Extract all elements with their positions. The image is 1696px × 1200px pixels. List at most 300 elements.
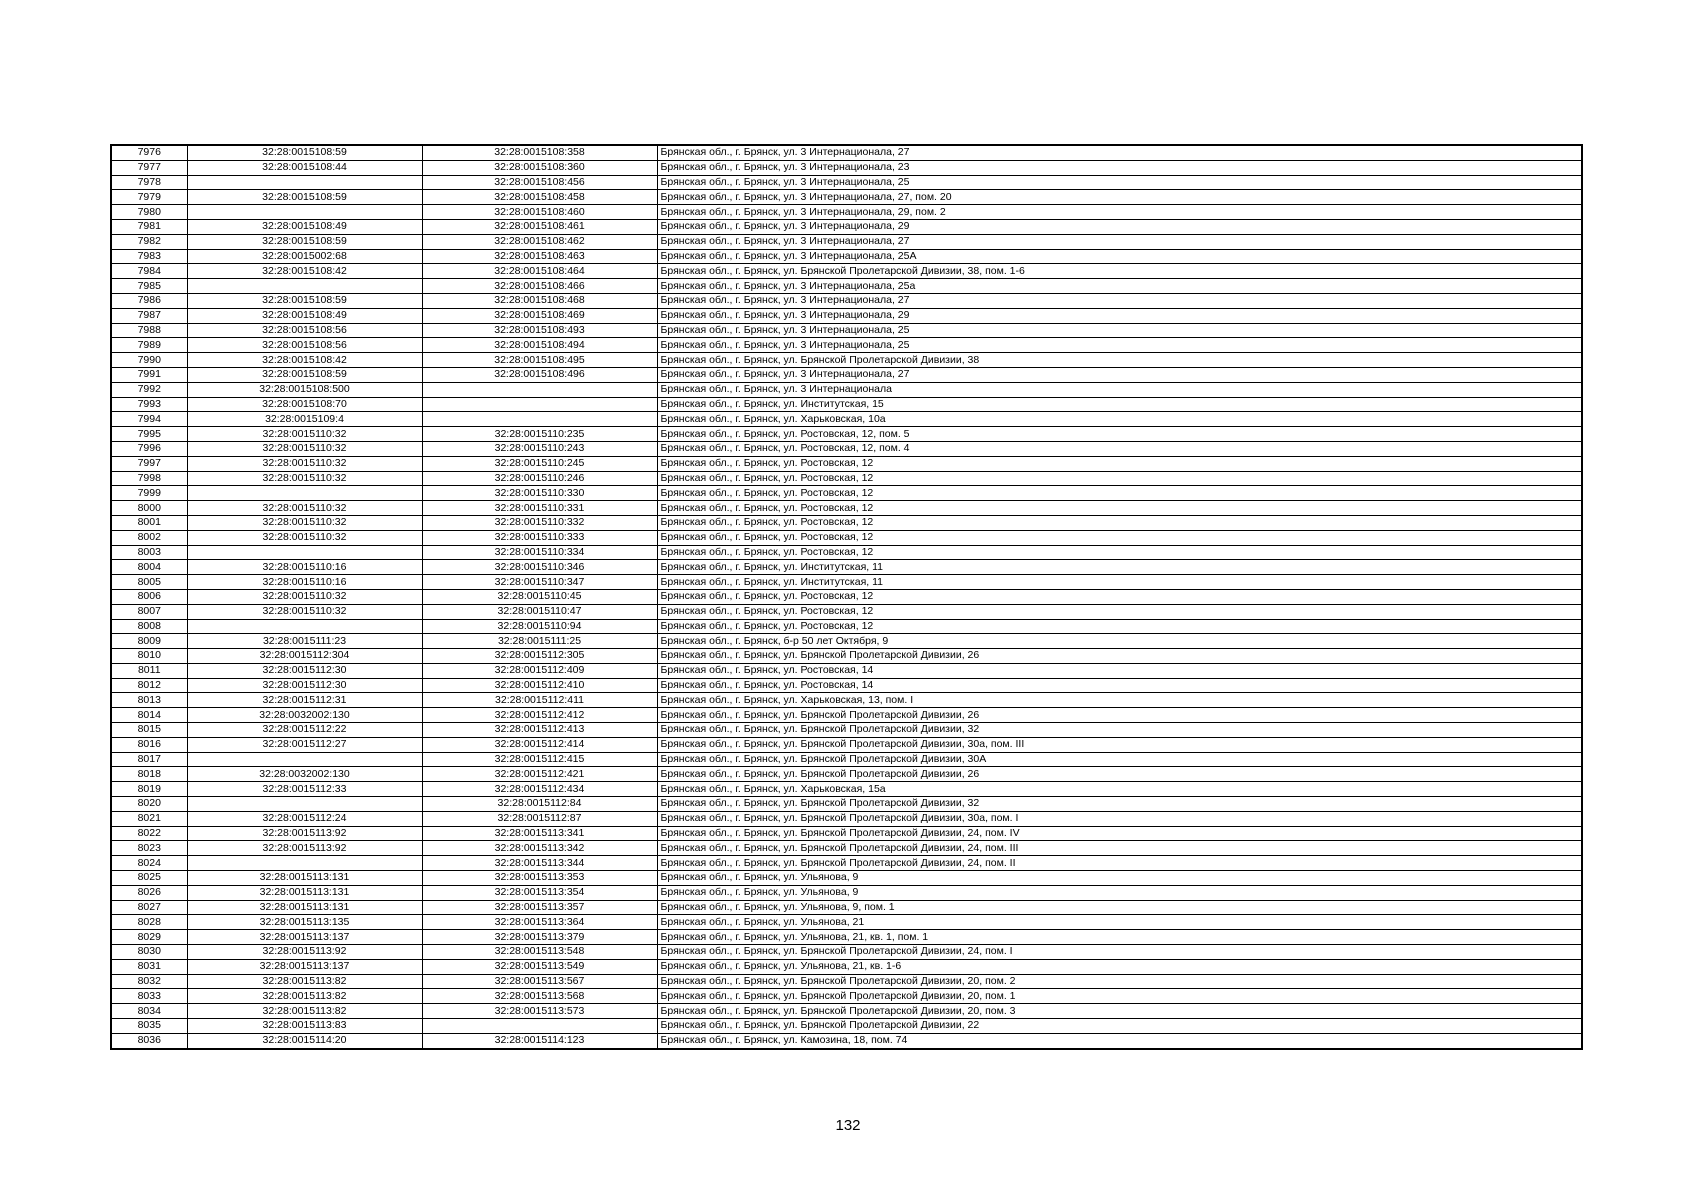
address-cell: Брянская обл., г. Брянск, ул. Брянской Пролетарской Дивизии, 38 xyxy=(657,353,1582,368)
address-cell: Брянская обл., г. Брянск, ул. Ульянова, 21 xyxy=(657,915,1582,930)
object-cadastral-number-cell: 32:28:0015112:410 xyxy=(422,678,657,693)
object-cadastral-number-cell: 32:28:0015110:45 xyxy=(422,589,657,604)
parcel-cadastral-number-cell: 32:28:0015110:16 xyxy=(187,575,422,590)
table-row xyxy=(111,767,1582,782)
table-row xyxy=(111,974,1582,989)
table-row xyxy=(111,604,1582,619)
row-number-cell: 8002 xyxy=(111,530,187,545)
object-cadastral-number-cell: 32:28:0015108:463 xyxy=(422,249,657,264)
address-cell: Брянская обл., г. Брянск, ул. 3 Интернационала, 25а xyxy=(657,279,1582,294)
table-row xyxy=(111,989,1582,1004)
row-number-cell: 8014 xyxy=(111,708,187,723)
row-number-cell: 8006 xyxy=(111,589,187,604)
address-cell: Брянская обл., г. Брянск, ул. Ростовская, 12 xyxy=(657,619,1582,634)
address-cell: Брянская обл., г. Брянск, ул. 3 Интернационала, 25А xyxy=(657,249,1582,264)
table-row xyxy=(111,353,1582,368)
parcel-cadastral-number-cell: 32:28:0015108:59 xyxy=(187,190,422,205)
object-cadastral-number-cell: 32:28:0015112:305 xyxy=(422,649,657,664)
address-cell: Брянская обл., г. Брянск, ул. 3 Интернационала, 27 xyxy=(657,145,1582,160)
parcel-cadastral-number-cell: 32:28:0015110:32 xyxy=(187,589,422,604)
table-row xyxy=(111,338,1582,353)
address-cell: Брянская обл., г. Брянск, б-р 50 лет Октября, 9 xyxy=(657,634,1582,649)
address-cell: Брянская обл., г. Брянск, ул. Брянской Пролетарской Дивизии, 24, пом. I xyxy=(657,945,1582,960)
object-cadastral-number-cell: 32:28:0015108:360 xyxy=(422,160,657,175)
parcel-cadastral-number-cell xyxy=(187,205,422,220)
table-row xyxy=(111,945,1582,960)
table-row xyxy=(111,456,1582,471)
address-cell: Брянская обл., г. Брянск, ул. Ростовская, 14 xyxy=(657,663,1582,678)
table-row xyxy=(111,737,1582,752)
object-cadastral-number-cell: 32:28:0015113:567 xyxy=(422,974,657,989)
table-row xyxy=(111,723,1582,738)
table-row xyxy=(111,501,1582,516)
address-cell: Брянская обл., г. Брянск, ул. Харьковская, 13, пом. I xyxy=(657,693,1582,708)
parcel-cadastral-number-cell: 32:28:0015110:16 xyxy=(187,560,422,575)
address-cell: Брянская обл., г. Брянск, ул. Ростовская, 12, пом. 4 xyxy=(657,441,1582,456)
row-number-cell: 8011 xyxy=(111,663,187,678)
parcel-cadastral-number-cell: 32:28:0015113:131 xyxy=(187,900,422,915)
parcel-cadastral-number-cell: 32:28:0015113:137 xyxy=(187,959,422,974)
object-cadastral-number-cell: 32:28:0015110:235 xyxy=(422,427,657,442)
parcel-cadastral-number-cell xyxy=(187,619,422,634)
row-number-cell: 8019 xyxy=(111,782,187,797)
table-row xyxy=(111,308,1582,323)
address-cell: Брянская обл., г. Брянск, ул. Ульянова, 9, пом. 1 xyxy=(657,900,1582,915)
row-number-cell: 8001 xyxy=(111,515,187,530)
object-cadastral-number-cell: 32:28:0015113:568 xyxy=(422,989,657,1004)
object-cadastral-number-cell: 32:28:0015110:246 xyxy=(422,471,657,486)
object-cadastral-number-cell: 32:28:0015113:548 xyxy=(422,945,657,960)
table-row xyxy=(111,663,1582,678)
parcel-cadastral-number-cell xyxy=(187,486,422,501)
object-cadastral-number-cell: 32:28:0015108:494 xyxy=(422,338,657,353)
parcel-cadastral-number-cell: 32:28:0015108:42 xyxy=(187,264,422,279)
object-cadastral-number-cell: 32:28:0015113:379 xyxy=(422,930,657,945)
parcel-cadastral-number-cell: 32:28:0015113:131 xyxy=(187,885,422,900)
parcel-cadastral-number-cell: 32:28:0015002:68 xyxy=(187,249,422,264)
address-cell: Брянская обл., г. Брянск, ул. Брянской Пролетарской Дивизии, 30а, пом. I xyxy=(657,811,1582,826)
object-cadastral-number-cell: 32:28:0015108:493 xyxy=(422,323,657,338)
table-row xyxy=(111,782,1582,797)
row-number-cell: 7988 xyxy=(111,323,187,338)
address-cell: Брянская обл., г. Брянск, ул. Ростовская, 12 xyxy=(657,530,1582,545)
address-cell: Брянская обл., г. Брянск, ул. Институтская, 15 xyxy=(657,397,1582,412)
row-number-cell: 8033 xyxy=(111,989,187,1004)
table-row xyxy=(111,427,1582,442)
object-cadastral-number-cell: 32:28:0015110:330 xyxy=(422,486,657,501)
row-number-cell: 8017 xyxy=(111,752,187,767)
parcel-cadastral-number-cell: 32:28:0032002:130 xyxy=(187,708,422,723)
table-row xyxy=(111,1019,1582,1034)
address-cell: Брянская обл., г. Брянск, ул. 3 Интернационала, 25 xyxy=(657,323,1582,338)
address-cell: Брянская обл., г. Брянск, ул. Брянской Пролетарской Дивизии, 20, пом. 3 xyxy=(657,1004,1582,1019)
address-cell: Брянская обл., г. Брянск, ул. Институтская, 11 xyxy=(657,560,1582,575)
row-number-cell: 8018 xyxy=(111,767,187,782)
row-number-cell: 8022 xyxy=(111,826,187,841)
table-row xyxy=(111,752,1582,767)
row-number-cell: 8003 xyxy=(111,545,187,560)
table-row xyxy=(111,841,1582,856)
parcel-cadastral-number-cell: 32:28:0015110:32 xyxy=(187,427,422,442)
parcel-cadastral-number-cell: 32:28:0015108:56 xyxy=(187,323,422,338)
table-row xyxy=(111,915,1582,930)
parcel-cadastral-number-cell: 32:28:0015112:24 xyxy=(187,811,422,826)
table-row xyxy=(111,397,1582,412)
table-row xyxy=(111,1004,1582,1019)
row-number-cell: 7977 xyxy=(111,160,187,175)
address-cell: Брянская обл., г. Брянск, ул. Ростовская, 12 xyxy=(657,471,1582,486)
row-number-cell: 8009 xyxy=(111,634,187,649)
parcel-cadastral-number-cell xyxy=(187,797,422,812)
parcel-cadastral-number-cell: 32:28:0015113:131 xyxy=(187,871,422,886)
table-row xyxy=(111,678,1582,693)
row-number-cell: 8036 xyxy=(111,1033,187,1048)
parcel-cadastral-number-cell: 32:28:0015112:33 xyxy=(187,782,422,797)
table-row xyxy=(111,145,1582,160)
table-row xyxy=(111,1033,1582,1048)
row-number-cell: 8008 xyxy=(111,619,187,634)
object-cadastral-number-cell: 32:28:0015110:334 xyxy=(422,545,657,560)
table-row xyxy=(111,441,1582,456)
object-cadastral-number-cell: 32:28:0015113:357 xyxy=(422,900,657,915)
parcel-cadastral-number-cell: 32:28:0015113:92 xyxy=(187,826,422,841)
object-cadastral-number-cell: 32:28:0015112:434 xyxy=(422,782,657,797)
object-cadastral-number-cell: 32:28:0015110:333 xyxy=(422,530,657,545)
table-row xyxy=(111,530,1582,545)
address-cell: Брянская обл., г. Брянск, ул. Ростовская, 14 xyxy=(657,678,1582,693)
address-cell: Брянская обл., г. Брянск, ул. 3 Интернационала, 29 xyxy=(657,219,1582,234)
parcel-cadastral-number-cell: 32:28:0015112:22 xyxy=(187,723,422,738)
row-number-cell: 7999 xyxy=(111,486,187,501)
address-cell: Брянская обл., г. Брянск, ул. Ростовская, 12 xyxy=(657,501,1582,516)
parcel-cadastral-number-cell: 32:28:0015113:83 xyxy=(187,1019,422,1034)
object-cadastral-number-cell: 32:28:0015112:415 xyxy=(422,752,657,767)
object-cadastral-number-cell: 32:28:0015113:354 xyxy=(422,885,657,900)
address-cell: Брянская обл., г. Брянск, ул. Ростовская, 12 xyxy=(657,456,1582,471)
object-cadastral-number-cell: 32:28:0015113:342 xyxy=(422,841,657,856)
table-row xyxy=(111,264,1582,279)
parcel-cadastral-number-cell: 32:28:0015111:23 xyxy=(187,634,422,649)
table-row xyxy=(111,708,1582,723)
table-row xyxy=(111,871,1582,886)
address-cell: Брянская обл., г. Брянск, ул. Брянской Пролетарской Дивизии, 24, пом. IV xyxy=(657,826,1582,841)
row-number-cell: 8020 xyxy=(111,797,187,812)
address-cell: Брянская обл., г. Брянск, ул. Ульянова, 21, кв. 1-6 xyxy=(657,959,1582,974)
table-row xyxy=(111,797,1582,812)
row-number-cell: 8031 xyxy=(111,959,187,974)
parcel-cadastral-number-cell: 32:28:0015112:27 xyxy=(187,737,422,752)
address-cell: Брянская обл., г. Брянск, ул. 3 Интернационала, 27 xyxy=(657,234,1582,249)
parcel-cadastral-number-cell: 32:28:0015112:30 xyxy=(187,663,422,678)
parcel-cadastral-number-cell: 32:28:0015108:49 xyxy=(187,308,422,323)
parcel-cadastral-number-cell: 32:28:0015108:59 xyxy=(187,145,422,160)
row-number-cell: 7994 xyxy=(111,412,187,427)
address-cell: Брянская обл., г. Брянск, ул. Ульянова, 9 xyxy=(657,885,1582,900)
row-number-cell: 7983 xyxy=(111,249,187,264)
parcel-cadastral-number-cell xyxy=(187,279,422,294)
object-cadastral-number-cell: 32:28:0015110:243 xyxy=(422,441,657,456)
parcel-cadastral-number-cell: 32:28:0015113:137 xyxy=(187,930,422,945)
address-cell: Брянская обл., г. Брянск, ул. Брянской Пролетарской Дивизии, 38, пом. 1-6 xyxy=(657,264,1582,279)
object-cadastral-number-cell: 32:28:0015108:468 xyxy=(422,293,657,308)
address-cell: Брянская обл., г. Брянск, ул. Ростовская, 12 xyxy=(657,604,1582,619)
table-row xyxy=(111,382,1582,397)
object-cadastral-number-cell: 32:28:0015112:414 xyxy=(422,737,657,752)
table-row xyxy=(111,486,1582,501)
address-cell: Брянская обл., г. Брянск, ул. Ростовская, 12 xyxy=(657,545,1582,560)
row-number-cell: 7998 xyxy=(111,471,187,486)
row-number-cell: 7981 xyxy=(111,219,187,234)
object-cadastral-number-cell: 32:28:0015108:458 xyxy=(422,190,657,205)
table-row xyxy=(111,367,1582,382)
table-row xyxy=(111,279,1582,294)
address-cell: Брянская обл., г. Брянск, ул. Брянской Пролетарской Дивизии, 32 xyxy=(657,723,1582,738)
table-row xyxy=(111,649,1582,664)
parcel-cadastral-number-cell: 32:28:0015110:32 xyxy=(187,471,422,486)
object-cadastral-number-cell: 32:28:0015111:25 xyxy=(422,634,657,649)
table-row xyxy=(111,412,1582,427)
table-row xyxy=(111,693,1582,708)
row-number-cell: 7985 xyxy=(111,279,187,294)
row-number-cell: 8035 xyxy=(111,1019,187,1034)
object-cadastral-number-cell xyxy=(422,412,657,427)
row-number-cell: 8013 xyxy=(111,693,187,708)
parcel-cadastral-number-cell: 32:28:0015113:135 xyxy=(187,915,422,930)
object-cadastral-number-cell: 32:28:0015113:353 xyxy=(422,871,657,886)
object-cadastral-number-cell xyxy=(422,1019,657,1034)
row-number-cell: 7976 xyxy=(111,145,187,160)
parcel-cadastral-number-cell: 32:28:0015113:92 xyxy=(187,945,422,960)
table-body xyxy=(111,145,1582,1049)
parcel-cadastral-number-cell: 32:28:0015108:70 xyxy=(187,397,422,412)
row-number-cell: 8034 xyxy=(111,1004,187,1019)
parcel-cadastral-number-cell: 32:28:0015110:32 xyxy=(187,604,422,619)
object-cadastral-number-cell xyxy=(422,397,657,412)
row-number-cell: 8026 xyxy=(111,885,187,900)
parcel-cadastral-number-cell: 32:28:0015110:32 xyxy=(187,456,422,471)
table-row xyxy=(111,175,1582,190)
row-number-cell: 8030 xyxy=(111,945,187,960)
object-cadastral-number-cell: 32:28:0015110:332 xyxy=(422,515,657,530)
object-cadastral-number-cell: 32:28:0015114:123 xyxy=(422,1033,657,1048)
object-cadastral-number-cell: 32:28:0015108:456 xyxy=(422,175,657,190)
object-cadastral-number-cell: 32:28:0015108:460 xyxy=(422,205,657,220)
object-cadastral-number-cell: 32:28:0015110:94 xyxy=(422,619,657,634)
row-number-cell: 8025 xyxy=(111,871,187,886)
row-number-cell: 8005 xyxy=(111,575,187,590)
parcel-cadastral-number-cell xyxy=(187,856,422,871)
row-number-cell: 7979 xyxy=(111,190,187,205)
row-number-cell: 8016 xyxy=(111,737,187,752)
parcel-cadastral-number-cell: 32:28:0015108:500 xyxy=(187,382,422,397)
address-cell: Брянская обл., г. Брянск, ул. Харьковская, 10а xyxy=(657,412,1582,427)
object-cadastral-number-cell: 32:28:0015110:347 xyxy=(422,575,657,590)
object-cadastral-number-cell: 32:28:0015112:409 xyxy=(422,663,657,678)
table-row xyxy=(111,249,1582,264)
row-number-cell: 7980 xyxy=(111,205,187,220)
parcel-cadastral-number-cell: 32:28:0015108:42 xyxy=(187,353,422,368)
object-cadastral-number-cell: 32:28:0015113:344 xyxy=(422,856,657,871)
object-cadastral-number-cell: 32:28:0015108:496 xyxy=(422,367,657,382)
table-row xyxy=(111,293,1582,308)
object-cadastral-number-cell: 32:28:0015110:331 xyxy=(422,501,657,516)
row-number-cell: 7987 xyxy=(111,308,187,323)
row-number-cell: 7996 xyxy=(111,441,187,456)
row-number-cell: 8015 xyxy=(111,723,187,738)
row-number-cell: 7990 xyxy=(111,353,187,368)
address-cell: Брянская обл., г. Брянск, ул. Брянской Пролетарской Дивизии, 30а, пом. III xyxy=(657,737,1582,752)
object-cadastral-number-cell: 32:28:0015112:421 xyxy=(422,767,657,782)
table-row xyxy=(111,930,1582,945)
object-cadastral-number-cell: 32:28:0015113:364 xyxy=(422,915,657,930)
address-cell: Брянская обл., г. Брянск, ул. 3 Интернационала, 27 xyxy=(657,293,1582,308)
parcel-cadastral-number-cell: 32:28:0015112:304 xyxy=(187,649,422,664)
parcel-cadastral-number-cell: 32:28:0015110:32 xyxy=(187,441,422,456)
address-cell: Брянская обл., г. Брянск, ул. Брянской Пролетарской Дивизии, 26 xyxy=(657,649,1582,664)
object-cadastral-number-cell: 32:28:0015112:411 xyxy=(422,693,657,708)
address-cell: Брянская обл., г. Брянск, ул. 3 Интернационала, 25 xyxy=(657,175,1582,190)
row-number-cell: 7978 xyxy=(111,175,187,190)
parcel-cadastral-number-cell xyxy=(187,752,422,767)
object-cadastral-number-cell: 32:28:0015112:87 xyxy=(422,811,657,826)
object-cadastral-number-cell: 32:28:0015113:341 xyxy=(422,826,657,841)
table-row xyxy=(111,471,1582,486)
table-row xyxy=(111,190,1582,205)
address-cell: Брянская обл., г. Брянск, ул. Ульянова, 9 xyxy=(657,871,1582,886)
object-cadastral-number-cell: 32:28:0015108:358 xyxy=(422,145,657,160)
parcel-cadastral-number-cell: 32:28:0015108:59 xyxy=(187,234,422,249)
table-row xyxy=(111,619,1582,634)
address-cell: Брянская обл., г. Брянск, ул. Ульянова, 21, кв. 1, пом. 1 xyxy=(657,930,1582,945)
page-number: 132 xyxy=(835,1117,861,1134)
table-row xyxy=(111,560,1582,575)
object-cadastral-number-cell: 32:28:0015113:573 xyxy=(422,1004,657,1019)
parcel-cadastral-number-cell: 32:28:0032002:130 xyxy=(187,767,422,782)
table-row xyxy=(111,219,1582,234)
address-cell: Брянская обл., г. Брянск, ул. 3 Интернационала xyxy=(657,382,1582,397)
table-row xyxy=(111,826,1582,841)
table-row xyxy=(111,545,1582,560)
address-cell: Брянская обл., г. Брянск, ул. Брянской Пролетарской Дивизии, 30А xyxy=(657,752,1582,767)
object-cadastral-number-cell: 32:28:0015112:413 xyxy=(422,723,657,738)
row-number-cell: 7991 xyxy=(111,367,187,382)
object-cadastral-number-cell: 32:28:0015108:461 xyxy=(422,219,657,234)
address-cell: Брянская обл., г. Брянск, ул. Ростовская, 12 xyxy=(657,589,1582,604)
object-cadastral-number-cell: 32:28:0015112:412 xyxy=(422,708,657,723)
table-row xyxy=(111,900,1582,915)
address-cell: Брянская обл., г. Брянск, ул. Харьковская, 15а xyxy=(657,782,1582,797)
object-cadastral-number-cell: 32:28:0015108:469 xyxy=(422,308,657,323)
table-row xyxy=(111,160,1582,175)
object-cadastral-number-cell: 32:28:0015110:47 xyxy=(422,604,657,619)
parcel-cadastral-number-cell: 32:28:0015109:4 xyxy=(187,412,422,427)
address-cell: Брянская обл., г. Брянск, ул. Ростовская, 12 xyxy=(657,515,1582,530)
parcel-cadastral-number-cell xyxy=(187,545,422,560)
parcel-cadastral-number-cell: 32:28:0015113:82 xyxy=(187,989,422,1004)
address-cell: Брянская обл., г. Брянск, ул. 3 Интернационала, 25 xyxy=(657,338,1582,353)
parcel-cadastral-number-cell: 32:28:0015108:59 xyxy=(187,367,422,382)
row-number-cell: 8023 xyxy=(111,841,187,856)
row-number-cell: 8027 xyxy=(111,900,187,915)
address-cell: Брянская обл., г. Брянск, ул. Брянской Пролетарской Дивизии, 22 xyxy=(657,1019,1582,1034)
row-number-cell: 8012 xyxy=(111,678,187,693)
parcel-cadastral-number-cell: 32:28:0015108:49 xyxy=(187,219,422,234)
table-row xyxy=(111,959,1582,974)
object-cadastral-number-cell: 32:28:0015110:346 xyxy=(422,560,657,575)
table-row xyxy=(111,234,1582,249)
parcel-cadastral-number-cell: 32:28:0015112:30 xyxy=(187,678,422,693)
cadastral-register-table xyxy=(110,144,1583,1050)
parcel-cadastral-number-cell: 32:28:0015113:92 xyxy=(187,841,422,856)
object-cadastral-number-cell: 32:28:0015108:495 xyxy=(422,353,657,368)
address-cell: Брянская обл., г. Брянск, ул. Институтская, 11 xyxy=(657,575,1582,590)
object-cadastral-number-cell: 32:28:0015108:462 xyxy=(422,234,657,249)
parcel-cadastral-number-cell: 32:28:0015110:32 xyxy=(187,530,422,545)
address-cell: Брянская обл., г. Брянск, ул. 3 Интернационала, 29, пом. 2 xyxy=(657,205,1582,220)
table-row xyxy=(111,589,1582,604)
address-cell: Брянская обл., г. Брянск, ул. Ростовская, 12 xyxy=(657,486,1582,501)
row-number-cell: 7992 xyxy=(111,382,187,397)
address-cell: Брянская обл., г. Брянск, ул. 3 Интернационала, 23 xyxy=(657,160,1582,175)
row-number-cell: 7986 xyxy=(111,293,187,308)
row-number-cell: 7982 xyxy=(111,234,187,249)
row-number-cell: 8029 xyxy=(111,930,187,945)
table-row xyxy=(111,856,1582,871)
row-number-cell: 8000 xyxy=(111,501,187,516)
address-cell: Брянская обл., г. Брянск, ул. Брянской Пролетарской Дивизии, 20, пом. 1 xyxy=(657,989,1582,1004)
table-row xyxy=(111,634,1582,649)
object-cadastral-number-cell: 32:28:0015110:245 xyxy=(422,456,657,471)
object-cadastral-number-cell: 32:28:0015108:464 xyxy=(422,264,657,279)
row-number-cell: 8021 xyxy=(111,811,187,826)
address-cell: Брянская обл., г. Брянск, ул. Брянской Пролетарской Дивизии, 26 xyxy=(657,708,1582,723)
row-number-cell: 7984 xyxy=(111,264,187,279)
address-cell: Брянская обл., г. Брянск, ул. 3 Интернационала, 27, пом. 20 xyxy=(657,190,1582,205)
address-cell: Брянская обл., г. Брянск, ул. Камозина, 18, пом. 74 xyxy=(657,1033,1582,1048)
parcel-cadastral-number-cell: 32:28:0015110:32 xyxy=(187,515,422,530)
object-cadastral-number-cell xyxy=(422,382,657,397)
parcel-cadastral-number-cell: 32:28:0015108:59 xyxy=(187,293,422,308)
parcel-cadastral-number-cell: 32:28:0015108:44 xyxy=(187,160,422,175)
table-row xyxy=(111,575,1582,590)
address-cell: Брянская обл., г. Брянск, ул. 3 Интернационала, 27 xyxy=(657,367,1582,382)
table-row xyxy=(111,885,1582,900)
row-number-cell: 8024 xyxy=(111,856,187,871)
row-number-cell: 8007 xyxy=(111,604,187,619)
parcel-cadastral-number-cell: 32:28:0015112:31 xyxy=(187,693,422,708)
object-cadastral-number-cell: 32:28:0015108:466 xyxy=(422,279,657,294)
address-cell: Брянская обл., г. Брянск, ул. Брянской Пролетарской Дивизии, 24, пом. II xyxy=(657,856,1582,871)
address-cell: Брянская обл., г. Брянск, ул. 3 Интернационала, 29 xyxy=(657,308,1582,323)
row-number-cell: 7995 xyxy=(111,427,187,442)
address-cell: Брянская обл., г. Брянск, ул. Брянской Пролетарской Дивизии, 32 xyxy=(657,797,1582,812)
address-cell: Брянская обл., г. Брянск, ул. Брянской Пролетарской Дивизии, 26 xyxy=(657,767,1582,782)
row-number-cell: 8032 xyxy=(111,974,187,989)
parcel-cadastral-number-cell xyxy=(187,175,422,190)
table-row xyxy=(111,205,1582,220)
object-cadastral-number-cell: 32:28:0015113:549 xyxy=(422,959,657,974)
row-number-cell: 7989 xyxy=(111,338,187,353)
row-number-cell: 7993 xyxy=(111,397,187,412)
parcel-cadastral-number-cell: 32:28:0015114:20 xyxy=(187,1033,422,1048)
parcel-cadastral-number-cell: 32:28:0015110:32 xyxy=(187,501,422,516)
parcel-cadastral-number-cell: 32:28:0015113:82 xyxy=(187,974,422,989)
row-number-cell: 7997 xyxy=(111,456,187,471)
address-cell: Брянская обл., г. Брянск, ул. Брянской Пролетарской Дивизии, 24, пом. III xyxy=(657,841,1582,856)
address-cell: Брянская обл., г. Брянск, ул. Ростовская, 12, пом. 5 xyxy=(657,427,1582,442)
object-cadastral-number-cell: 32:28:0015112:84 xyxy=(422,797,657,812)
row-number-cell: 8010 xyxy=(111,649,187,664)
